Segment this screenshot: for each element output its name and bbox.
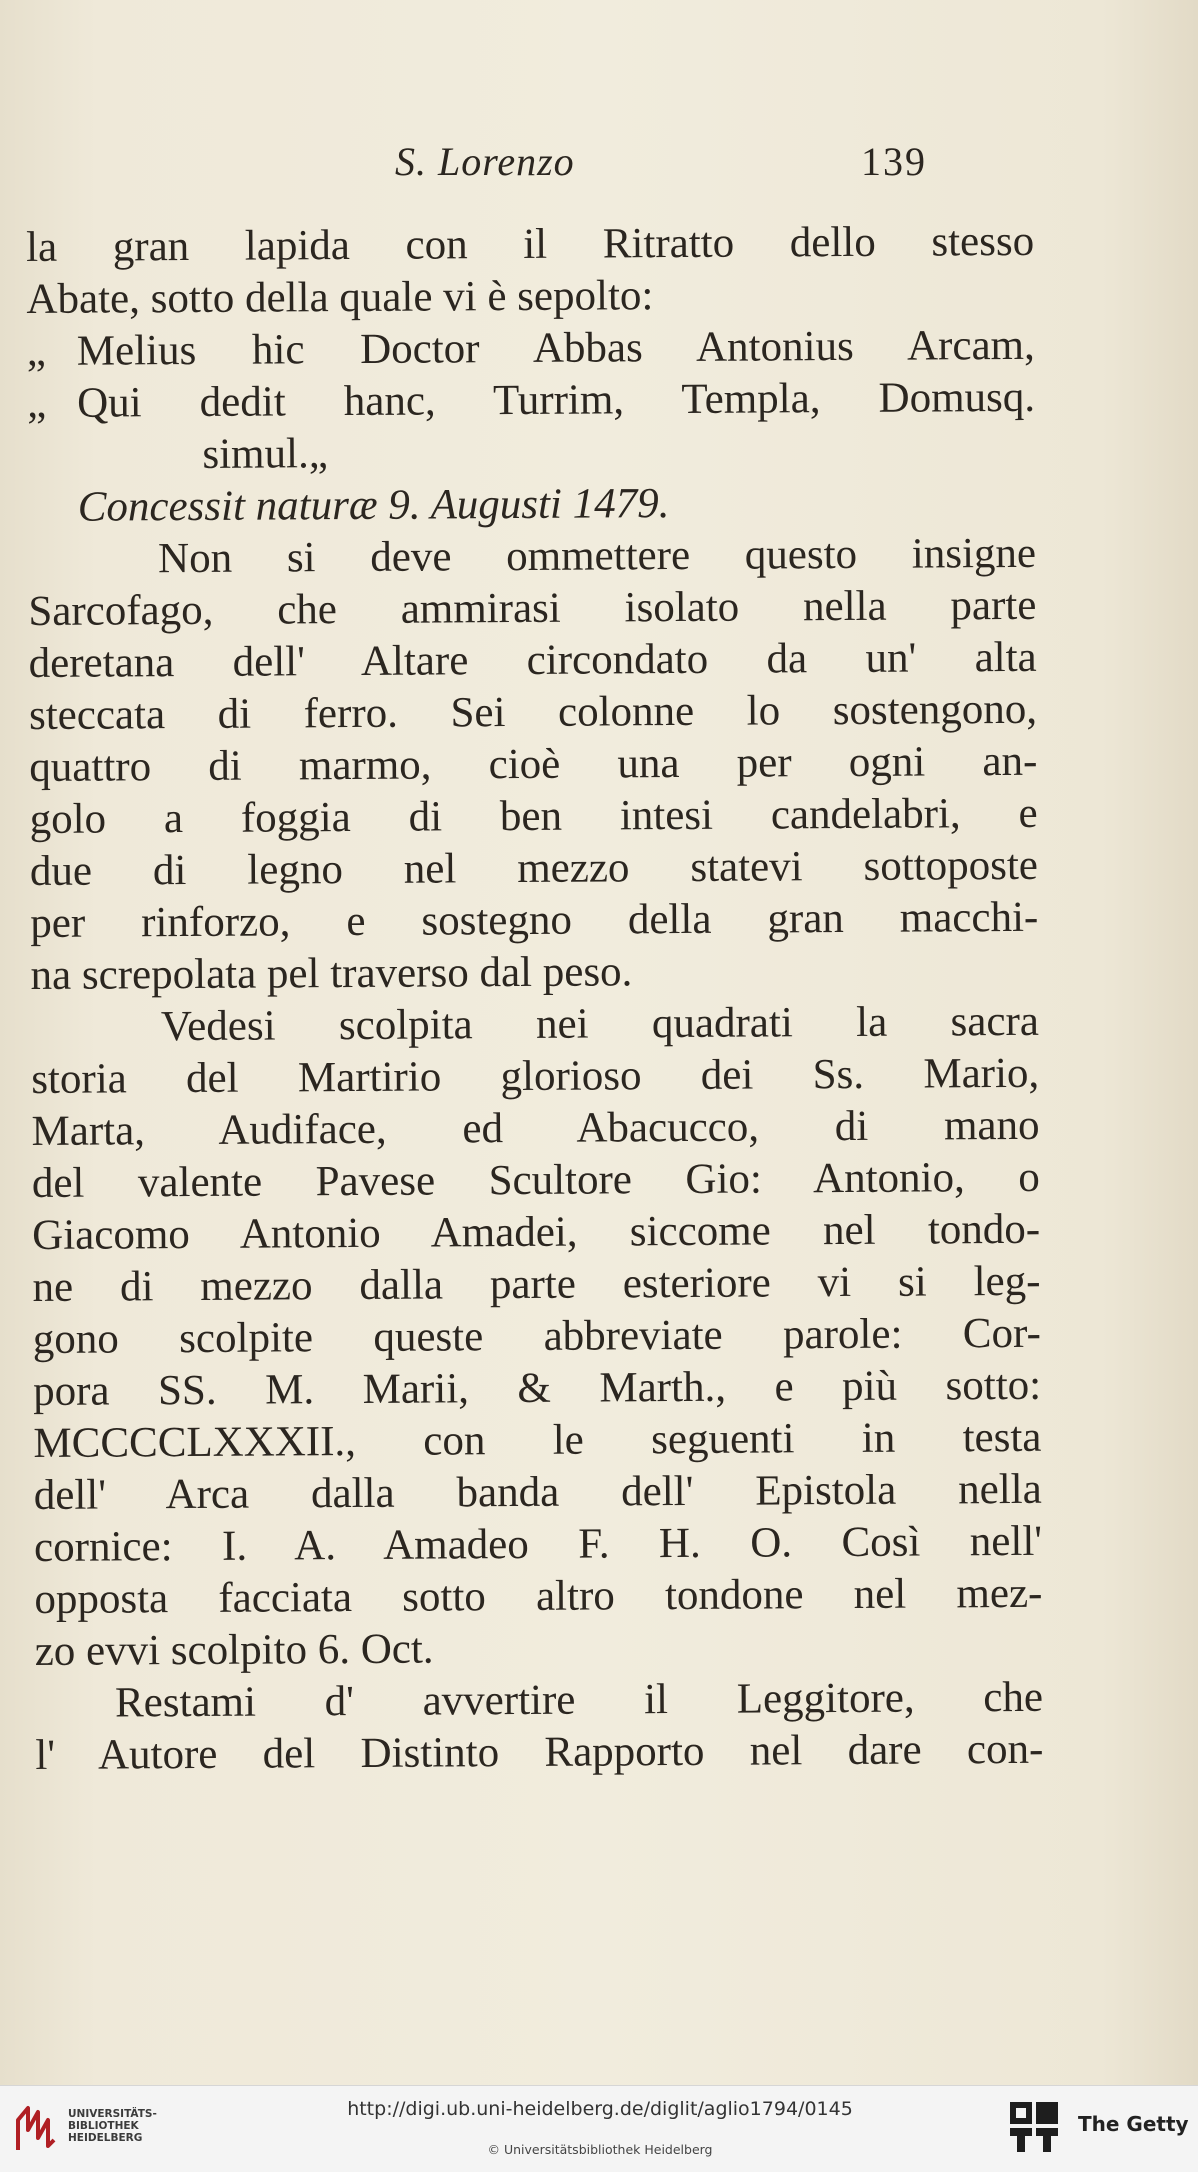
text-line	[29, 684, 1037, 742]
line-text: storia del Martirio glorioso dei Ss. Mario,	[31, 1049, 1040, 1103]
line-text: golo a foggia di ben intesi candelabri, e	[29, 789, 1038, 843]
text-line	[35, 1724, 1043, 1782]
line-text: Marta, Audiface, ed Abacucco, di mano	[31, 1101, 1040, 1155]
line-text: cornice: I. A. Amadeo F. H. O. Così nell'	[33, 1517, 1043, 1571]
text-line	[29, 736, 1037, 794]
line-text: dell' Arca dalla banda dell' Epistola nella	[33, 1465, 1042, 1519]
line-text: steccata di ferro. Sei colonne lo sostengono,	[28, 685, 1038, 739]
line-text: Vedesi scolpita nei quadrati la sacra	[160, 997, 1040, 1051]
viewer-footer	[0, 2085, 1198, 2172]
text-line	[33, 1308, 1041, 1366]
line-text: del valente Pavese Scultore Gio: Antonio, o	[31, 1153, 1040, 1207]
text-line	[28, 476, 1036, 534]
text-line	[35, 1620, 1043, 1678]
text-line	[30, 840, 1038, 898]
line-text: la gran lapida con il Ritratto dello stesso	[26, 217, 1035, 271]
text-line	[27, 320, 1035, 378]
text-line	[30, 944, 1038, 1002]
line-text: l' Autore del Distinto Rapporto nel dare con-	[35, 1725, 1044, 1779]
copyright-notice: © Universitätsbibliothek Heidelberg	[487, 2142, 713, 2157]
running-head: S. Lorenzo	[395, 139, 575, 184]
line-text: Melius hic Doctor Abbas Antonius Arcam,	[76, 321, 1035, 375]
text-line	[26, 268, 1034, 326]
text-line	[33, 1412, 1041, 1470]
text-line	[28, 528, 1036, 586]
text-line	[29, 632, 1037, 690]
line-text: quattro di marmo, cioè una per ogni an-	[29, 737, 1038, 791]
line-text: pora SS. M. Marii, & Marth., e più sotto:	[33, 1361, 1042, 1415]
text-line	[27, 372, 1035, 430]
line-text: Concessit naturæ 9. Augusti 1479.	[77, 480, 670, 531]
line-text: opposta facciata sotto altro tondone nel mez-	[34, 1569, 1043, 1623]
page-header	[395, 138, 935, 198]
heidelberg-logo-icon	[12, 2100, 60, 2156]
text-line	[27, 424, 1035, 482]
line-text: per rinforzo, e sostegno della gran macchi-	[30, 893, 1039, 947]
text-line	[32, 1152, 1040, 1210]
line-text: gono scolpite queste abbreviate parole: Cor-	[32, 1309, 1041, 1363]
line-text: zo evvi scolpito 6. Oct.	[34, 1625, 434, 1675]
text-line	[32, 1256, 1040, 1314]
text-line	[31, 1048, 1039, 1106]
text-line	[35, 1672, 1043, 1730]
text-line	[34, 1568, 1042, 1626]
page-number: 139	[861, 139, 927, 184]
text-line	[31, 996, 1039, 1054]
body-text	[26, 216, 1044, 1782]
text-line	[34, 1516, 1042, 1574]
partner-name: The Getty	[1078, 2112, 1189, 2136]
text-line	[28, 580, 1036, 638]
text-line	[26, 216, 1034, 274]
getty-logo-icon[interactable]	[1008, 2100, 1060, 2158]
text-line	[32, 1204, 1040, 1262]
university-library-logo[interactable]	[12, 2098, 157, 2160]
line-text: Non si deve ommettere questo insigne	[157, 529, 1037, 583]
line-text: Abate, sotto della quale vi è sepolto:	[26, 272, 654, 323]
quote-mark: „	[26, 327, 47, 375]
line-text: due di legno nel mezzo statevi sottoposte	[29, 841, 1039, 895]
permalink-url[interactable]: http://digi.ub.uni-heidelberg.de/diglit/aglio1794/0145	[347, 2098, 853, 2120]
line-text: deretana dell' Altare circondato da un' alta	[28, 633, 1037, 687]
line-text: Restami d' avvertire il Leggitore, che	[114, 1673, 1044, 1727]
line-text: simul.„	[202, 430, 328, 478]
text-line	[34, 1464, 1042, 1522]
line-text: ne di mezzo dalla parte esteriore vi si leg-	[32, 1257, 1041, 1311]
quote-mark: „	[26, 379, 47, 427]
line-text: Giacomo Antonio Amadei, siccome nel tondo-	[32, 1205, 1041, 1259]
text-line	[29, 788, 1037, 846]
line-text: na screpolata pel traverso dal peso.	[30, 948, 633, 999]
text-line	[30, 892, 1038, 950]
text-line	[33, 1360, 1041, 1418]
library-name: UNIVERSITÄTS- BIBLIOTHEK HEIDELBERG	[68, 2108, 157, 2144]
line-text: MCCCCLXXXII., con le seguenti in testa	[33, 1413, 1042, 1467]
text-line	[31, 1100, 1039, 1158]
line-text: Qui dedit hanc, Turrim, Templa, Domusq.	[76, 373, 1036, 427]
line-text: Sarcofago, che ammirasi isolato nella parte	[28, 581, 1037, 635]
